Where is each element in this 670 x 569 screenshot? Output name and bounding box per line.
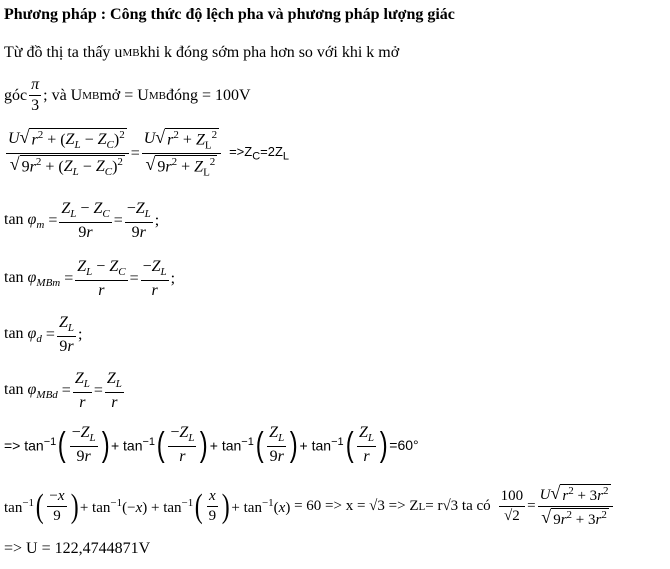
tan-m-frac2: $\frac{-Z_L}{9r}$ [126,200,151,241]
angle-text-suffix: đóng = 100V [165,86,251,104]
tan-m-sub: m [36,219,45,232]
rhs-fraction [142,128,221,179]
tan-mbd-frac1: $\frac{Z_L}{r}$ [74,370,90,411]
intro-line [4,44,399,62]
ratio-fraction [499,488,526,526]
rhs-num: U √ $r^2 + Z_L^2$ [142,128,221,154]
lhs-num: U √ $r^2 + (Z_L - Z_C)^2$ [6,128,129,154]
final-result-line [4,540,150,558]
heading-text: Phương pháp : Công thức độ lệch pha và phương pháp lượng giác [4,6,455,23]
zc-result: $=>Z_C=2Z_L$ [229,144,290,163]
intro-suffix: khi k đóng sớm pha hơn so với khi k mở [139,44,400,61]
lhs-fraction [6,128,129,179]
tan-d-frac: $\frac{Z_L}{9r}$ [58,314,74,355]
angle-den: 3 [31,97,40,115]
tan-mbm-frac1: $\frac{Z_L - Z_C}{r}$ [77,258,126,299]
intro-sub: MB [122,47,140,59]
line2-text: = 60 => x = √3 => Z [294,498,419,515]
angle-text-prefix: ; và U [43,86,83,104]
final-result: => U = 122,4744871V [4,540,151,557]
rhs-den: √ $9r^2 + Z_L^2$ [145,154,216,179]
tan-mbm-sub: MBm [36,277,61,290]
ratio-den: √2 [504,508,520,525]
tan-mbm-frac2: $\frac{-Z_L}{r}$ [142,258,167,299]
tan-m-frac1: $\frac{Z_L - Z_C}{9r}$ [61,200,110,241]
angle-num: π [29,76,41,96]
angle-fraction [29,76,41,116]
ratio-num: 100 [499,488,526,507]
final-fraction: U √ $r^2 + 3r^2$ √ $9r^2 + 3r^2$ [538,484,613,530]
tan-phi-mbm-line: $\tan \varphi_{MBm}$ = $\frac{Z_L - Z_C}{r}$ = $\frac{-Z_L}{r}$ ; [4,258,176,299]
line2-cont: = r√3 ta có [425,498,491,515]
sum-result: =60° [389,437,419,454]
tan-phi-m-line: $\tan \varphi_m$ = $\frac{Z_L - Z_C}{9r}$ = $\frac{-Z_L}{9r}$ ; [4,200,160,241]
angle-text-mid: mở = U [99,86,149,104]
x-solution-line: $\tan^{-1}$ ( $\frac{-x}{9}$ ) + $\tan^{-1}(-x) + \tan^{-1}$ ( $\frac{x}{9}$ ) + $\tan^{-1}(x)$ = 60 => x = √3 => Z L = r√3 ta có $\frac{100}{√2}$ = U √ $r^2 + 3r^2$ √ $9r^2 + 3r^2$ [4,484,615,530]
angle-label: góc [4,86,28,104]
tan-mbd-sub: MBd [36,389,58,402]
tan-mbd-frac2: $\frac{Z_L}{r}$ [106,370,122,411]
page-heading [4,6,455,24]
tan-phi-mbd-line: $\tan \varphi_{MBd}$ = $\frac{Z_L}{r}$ = $\frac{Z_L}{r}$ [4,370,122,411]
tan-phi-d-line: $\tan \varphi_d$ = $\frac{Z_L}{9r}$ ; [4,314,83,355]
voltage-equation-line: U √ $r^2 + (Z_L - Z_C)^2$ √ $9r^2 + (Z_L - Z_C)^2$ = U √ $r^2 + Z_L^2$ √ $9r^2 + Z_L^2$ $=>Z_C=2Z_L$ [8,127,290,179]
tan-d-sub: d [36,333,42,346]
arctan-sum-line: => $\tan^{-1}$ ( $\frac{-Z_L}{9r}$ ) + $\tan^{-1}$ ( $\frac{-Z_L}{r}$ ) + $\tan^{-1}$ ( $\frac{Z_L}{9r}$ ) + $\tan^{-1}$ ( $\frac{Z_L}{r}$ ) =60° [4,424,419,465]
angle-sub2: MB [148,89,166,102]
lhs-den: √ $9r^2 + (Z_L - Z_C)^2$ [9,154,123,179]
intro-prefix: Từ đồ thị ta thấy u [4,44,123,61]
angle-line [4,76,251,116]
angle-sub1: MB [82,89,100,102]
